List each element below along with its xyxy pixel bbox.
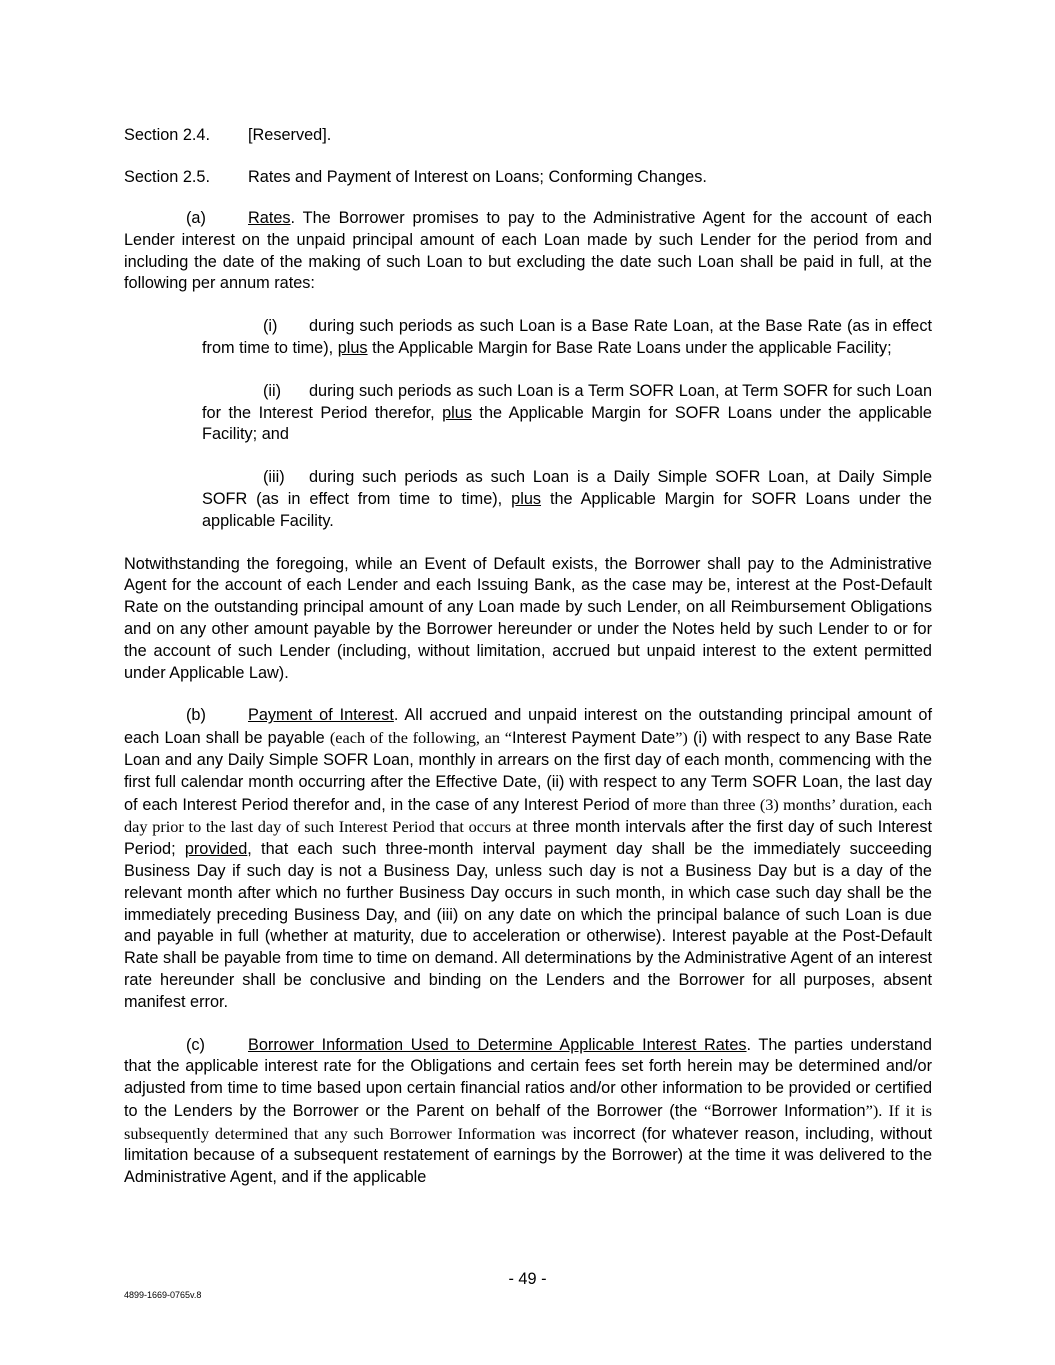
section-title: Rates and Payment of Interest on Loans; Conforming Changes. (248, 168, 707, 186)
paragraph-text: incorrect (for whatever reason, including, without limitation because of a subsequent restatement of earnings by the Borrower) at the time it was delivered to the Administrative Agent, and if the applicable (124, 1124, 932, 1187)
subparagraph-label: (ii) (263, 381, 282, 400)
paragraph-b-payment-of-interest (124, 705, 932, 1013)
page-number: - 49 - (508, 1270, 547, 1288)
provided-term: provided (184, 840, 248, 859)
plus-term: plus (511, 489, 542, 508)
paragraph-text: three month intervals after the first day of such Interest Period; (124, 818, 932, 859)
subparagraph-text: the Applicable Margin for SOFR Loans under the applicable Facility; and (202, 403, 932, 444)
paragraph-text: (each of the following, an “ (329, 728, 512, 748)
paragraph-label: (b) (186, 706, 206, 725)
defined-term: Borrower Information (711, 1101, 866, 1120)
paragraph-label: (c) (186, 1035, 205, 1054)
subparagraph-iii (202, 467, 932, 532)
paragraph-heading: Borrower Information Used to Determine Applicable Interest Rates (248, 1035, 747, 1054)
section-2-5-heading (124, 166, 932, 188)
subparagraph-text: the Applicable Margin for Base Rate Loans under the applicable Facility; (367, 338, 892, 357)
subparagraph-ii (202, 381, 932, 446)
paragraph-text: more than three (3) months’ duration, each day prior to the last day of such Interest Period that occurs at (124, 794, 932, 837)
document-page (124, 124, 932, 1189)
paragraph-text: , that each such three-month interval payment day shall be the immediately succeeding Business Day if such day is not a Business Day, unless such day is not a Business Day but is a day of the relevant month after which no further Business Day occurs in such month, in which case such day shall be the immediately preceding Business Day, and (iii) on any date on which the principal balance of such Loan is due and payable in full (whether at maturity, due to acceleration or otherwise). Interest payable at the Post-Default Rate shall be payable from time to time on demand. All determinations by the Administrative Agent of an interest rate hereunder shall be conclusive and binding on the Lenders and the Borrower for all purposes, absent manifest error. (124, 840, 932, 1011)
defined-term: Interest Payment Date (511, 729, 676, 748)
paragraph-text: ”) (675, 728, 688, 748)
paragraph-text: “ (704, 1100, 712, 1120)
paragraph-heading: Payment of Interest (248, 706, 394, 725)
paragraph-c-borrower-information (124, 1035, 932, 1190)
document-id: 4899-1669-0765v.8 (124, 1290, 202, 1300)
paragraph-text: (i) with respect to any Base Rate Loan and any Daily Simple SOFR Loan, monthly in arrears on the first day of each month, commencing with the first full calendar month occurring after the Effective Date, (ii) with respect to any Term SOFR Loan, the last day of each Interest Period therefor and, in the case of any Interest Period of (124, 729, 932, 814)
subparagraph-text: during such periods as such Loan is a Daily Simple SOFR Loan, at Daily Simple SOFR (as in effect from time to time), (202, 468, 932, 508)
paragraph-a-rates (124, 208, 932, 295)
paragraph-notwithstanding: Notwithstanding the foregoing, while an Event of Default exists, the Borrower shall pay to the Administrative Agent for the account of each Lender and each Issuing Bank, as the case may be, interest at the Post-Default Rate on the outstanding principal amount of any Loan made by such Lender, on all Reimbursement Obligations and on any other amount payable by the Borrower hereunder or under the Notes held by such Lender to or for the account of such Lender (including, without limitation, accrued but unpaid interest to the extent permitted under Applicable Law). (124, 554, 932, 682)
subparagraph-label: (iii) (263, 468, 285, 487)
subparagraph-i (202, 316, 932, 360)
section-title: [Reserved]. (248, 126, 332, 144)
section-number: Section 2.5. (124, 168, 210, 186)
section-2-4-heading (124, 124, 932, 146)
paragraph-text: . The Borrower promises to pay to the Administrative Agent for the account of each Lender interest on the unpaid principal amount of each Loan made by such Lender for the period from and including the date of the making of such Loan to but excluding the date such Loan shall be paid in full, at the following per annum rates: (124, 209, 932, 293)
subparagraph-text: during such periods as such Loan is a Term SOFR Loan, at Term SOFR for such Loan for the Interest Period therefor, (202, 381, 932, 422)
paragraph-text: ”). If it is subsequently determined that any such Borrower Information was (124, 1100, 932, 1143)
section-number: Section 2.4. (124, 126, 210, 144)
paragraph-label: (a) (186, 209, 206, 227)
plus-term: plus (442, 403, 472, 422)
paragraph-text: . All accrued and unpaid interest on the outstanding principal amount of each Loan shall be payable (124, 706, 932, 748)
subparagraph-label: (i) (263, 317, 278, 336)
paragraph-text: . The parties understand that the applicable interest rate for the Obligations and certain fees set forth herein may be determined and/or adjusted from time to time based upon certain financial ratios and/or other information to be provided or certified to the Lenders by the Borrower or the Parent on behalf of the Borrower (the (124, 1035, 932, 1120)
subparagraph-text: during such periods as such Loan is a Base Rate Loan, at the Base Rate (as in effect from time to time), (202, 317, 932, 357)
subparagraph-text: the Applicable Margin for SOFR Loans under the applicable Facility. (202, 489, 932, 530)
paragraph-heading: Rates (248, 209, 291, 227)
plus-term: plus (337, 338, 368, 357)
